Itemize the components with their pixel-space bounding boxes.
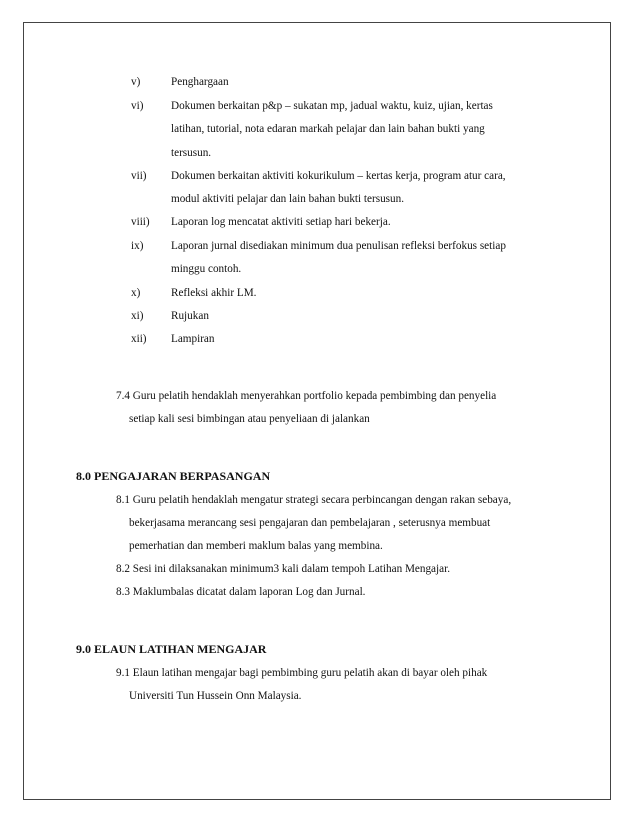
list-number: vi) [131,100,144,112]
list-number: v) [131,76,141,88]
list-item-text: Lampiran [171,333,215,345]
section-9-heading: 9.0 ELAUN LATIHAN MENGAJAR [76,642,267,656]
list-number: x) [131,287,141,299]
section-7-4-line: setiap kali sesi bimbingan atau penyeliaan di jalankan [129,413,370,425]
section-8-1-line: bekerjasama merancang sesi pengajaran dan pembelajaran , seterusnya membuat [129,517,491,529]
list-item-text: latihan, tutorial, nota edaran markah pelajar dan lain bahan bukti yang [171,123,485,135]
section-8-1-line: 8.1 Guru pelatih hendaklah mengatur strategi secara perbincangan dengan rakan sebaya, [116,494,512,506]
list-item-text: Laporan jurnal disediakan minimum dua penulisan refleksi berfokus setiap [171,240,506,252]
list-item-text: Refleksi akhir LM. [171,287,257,299]
page-border [23,22,611,800]
list-item-text: Dokumen berkaitan p&p – sukatan mp, jadual waktu, kuiz, ujian, kertas [171,100,493,112]
list-number: xii) [131,333,147,345]
section-8-1-line: pemerhatian dan memberi maklum balas yang membina. [129,540,383,552]
list-item-text: modul aktiviti pelajar dan lain bahan bukti tersusun. [171,193,405,205]
section-8-3: 8.3 Maklumbalas dicatat dalam laporan Log dan Jurnal. [116,586,366,598]
list-item-text: Dokumen berkaitan aktiviti kokurikulum – kertas kerja, program atur cara, [171,170,506,182]
list-item-text: tersusun. [171,147,212,159]
section-8-heading: 8.0 PENGAJARAN BERPASANGAN [76,469,271,483]
list-item-text: Laporan log mencatat aktiviti setiap hari bekerja. [171,216,391,228]
list-number: ix) [131,240,144,252]
list-item-text: Penghargaan [171,76,229,88]
list-item-text: minggu contoh. [171,263,242,275]
section-9-1-line: Universiti Tun Hussein Onn Malaysia. [129,690,302,702]
list-item-text: Rujukan [171,310,209,322]
list-number: xi) [131,310,144,322]
list-number: viii) [131,216,150,228]
section-7-4-line: 7.4 Guru pelatih hendaklah menyerahkan portfolio kepada pembimbing dan penyelia [116,390,497,402]
list-number: vii) [131,170,147,182]
section-9-1-line: 9.1 Elaun latihan mengajar bagi pembimbing guru pelatih akan di bayar oleh pihak [116,667,488,679]
section-8-2: 8.2 Sesi ini dilaksanakan minimum3 kali dalam tempoh Latihan Mengajar. [116,563,451,575]
